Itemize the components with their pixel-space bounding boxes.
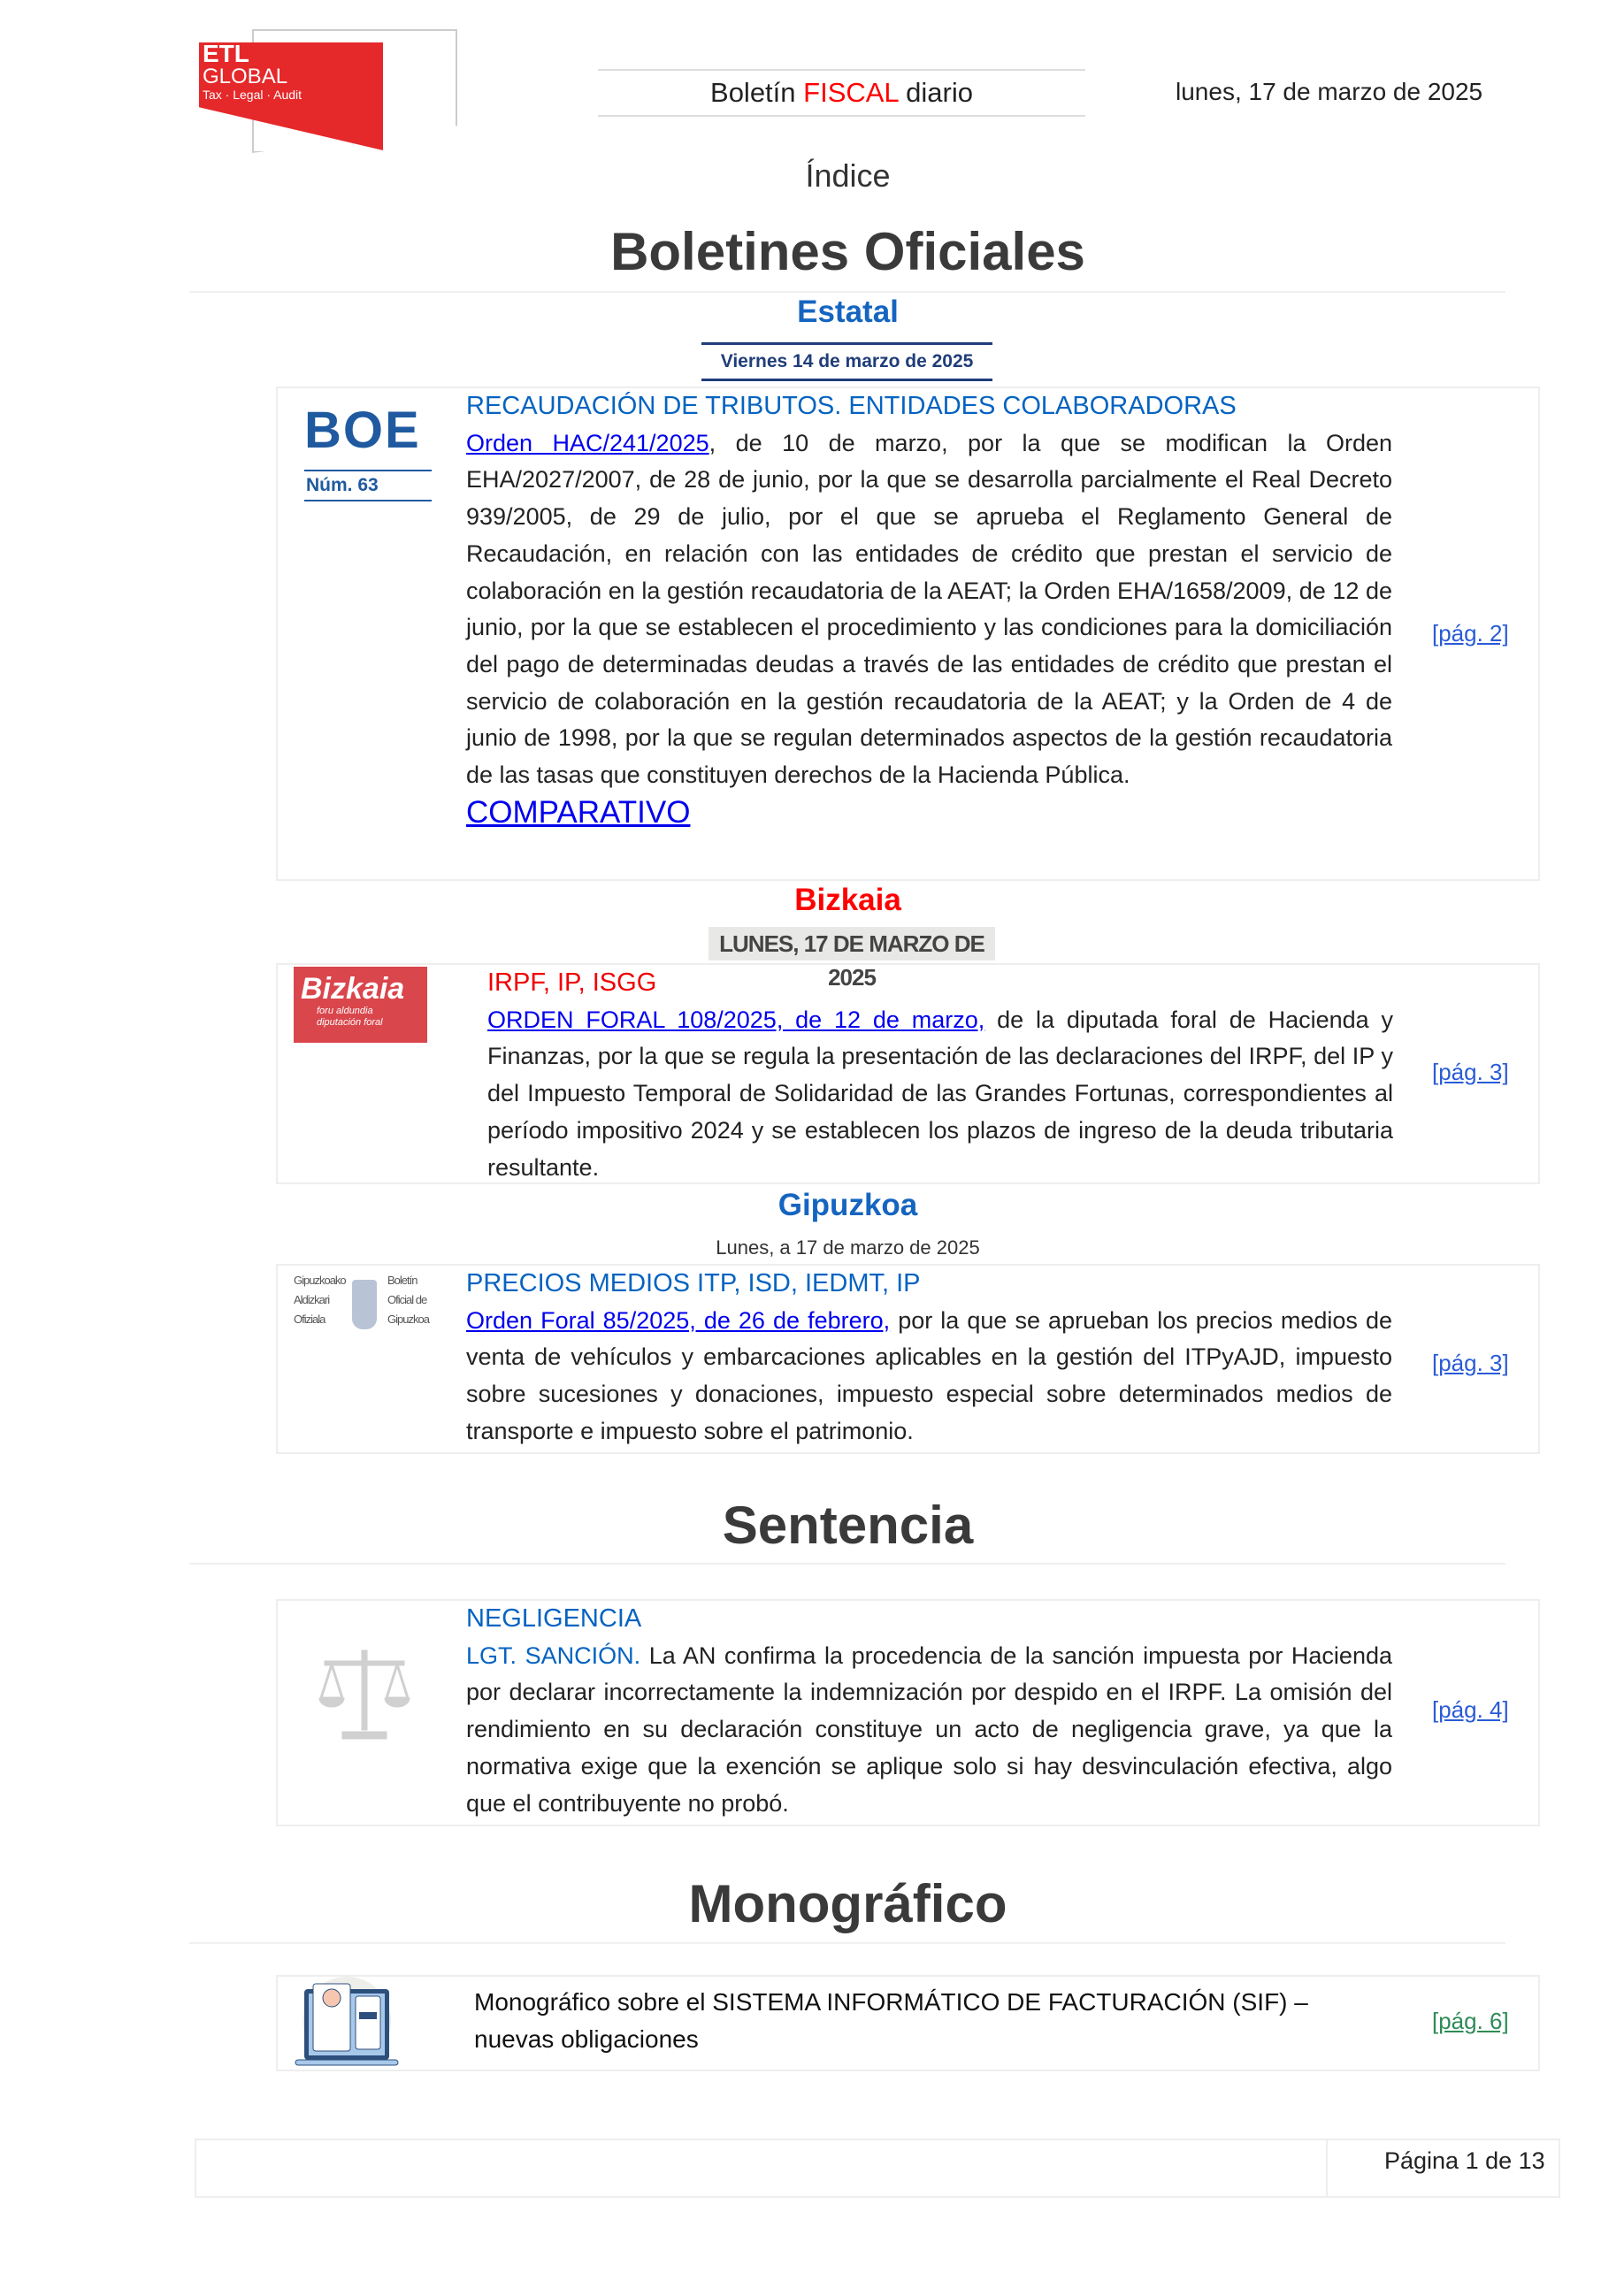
gipuzkoa-card: Gipuzkoako Aldizkari Ofiziala Boletín Oficial de Gipuzkoa PRECIOS MEDIOS ITP, ISD, IEDMT, IP Orden Foral 85/2025, de 26 de febrero, por la que se aprueban los precios medios de venta de vehículos y embarcaciones aplicables en la gestión del ITPyAJD, impuesto sobre sucesiones y donaciones, impuesto especial sobre determinados medios de transporte e impuesto sobre el patrimonio. [pág. 3] (276, 1264, 1540, 1454)
monografico-text: Monográfico sobre el SISTEMA INFORMÁTICO DE FACTURACIÓN (SIF) – nuevas obligaciones (474, 1988, 1308, 2053)
monografico-card (276, 1975, 1540, 2071)
header-date: lunes, 17 de marzo de 2025 (1176, 78, 1483, 105)
orden-foral-108-link[interactable]: ORDEN FORAL 108/2025, de 12 de marzo, (487, 1006, 985, 1033)
section-boletines-oficiales: Boletines Oficiales (610, 222, 1085, 281)
gipuzkoa-logo: Gipuzkoako Aldizkari Ofiziala Boletín Oficial de Gipuzkoa (294, 1271, 435, 1335)
estatal-date: Viernes 14 de marzo de 2025 (701, 342, 992, 381)
bizkaia-date: LUNES, 17 DE MARZO DE 2025 (709, 927, 995, 960)
divider (189, 291, 1505, 293)
bizkaia-logo: Bizkaia foru aldundia diputación foral (294, 967, 427, 1043)
page-number: Página 1 de 13 (1384, 2147, 1545, 2174)
sentencia-heading: NEGLIGENCIA (466, 1604, 642, 1633)
page-link[interactable]: [pág. 6] (1432, 2008, 1509, 2034)
bizkaia-heading: IRPF, IP, ISGG (487, 968, 657, 997)
orden-foral-85-link[interactable]: Orden Foral 85/2025, de 26 de febrero, (466, 1306, 891, 1334)
section-monografico: Monográfico (688, 1874, 1007, 1933)
page-link[interactable]: [pág. 4] (1432, 1696, 1509, 1723)
footer (195, 2139, 1560, 2198)
divider (189, 1563, 1505, 1565)
boe-logo: BOE Núm. 63 (304, 404, 432, 501)
etl-global-logo: ETL GLOBAL Tax · Legal · Audit (199, 29, 460, 153)
sentencia-card: NEGLIGENCIA LGT. SANCIÓN. La AN confirma la procedencia de la sanción impuesta por Hacienda por declarar incorrectamente la indemnización por despido en el IRPF. La omisión del rendimiento en su declaración constituye un acto de negligencia grave, ya que la normativa exige que la exención se aplique solo si hay desvinculación efectiva, algo que el contribuyente no probó. [pág. 4] (276, 1599, 1540, 1826)
index-title: Índice (805, 157, 891, 194)
section-sentencia: Sentencia (722, 1496, 974, 1555)
page-link[interactable]: [pág. 2] (1432, 620, 1509, 647)
region-estatal: Estatal (797, 295, 899, 329)
gipuzkoa-heading: PRECIOS MEDIOS ITP, ISD, IEDMT, IP (466, 1269, 921, 1297)
gipuzkoa-date: Lunes, a 17 de marzo de 2025 (716, 1236, 980, 1259)
invoice-laptop-icon (294, 1977, 400, 2069)
bulletin-title: Boletín FISCAL diario (598, 69, 1085, 117)
bizkaia-card: Bizkaia foru aldundia diputación foral IRPF, IP, ISGG ORDEN FORAL 108/2025, de 12 de marzo, de la diputada foral de Hacienda y Finanzas, por la que se regula la presentación de las declaraciones del IRPF, del IP y del Impuesto Temporal de Solidaridad de las Grandes Fortunas, correspondientes al período impositivo 2024 y se establecen los plazos de ingreso de la deuda tributaria resultante. [pág. 3] (276, 963, 1540, 1184)
orden-hac-link[interactable]: Orden HAC/241/2025 (466, 429, 709, 456)
page-link[interactable]: [pág. 3] (1432, 1350, 1509, 1376)
scales-of-justice-icon (318, 1645, 411, 1741)
page-link[interactable]: [pág. 3] (1432, 1059, 1509, 1085)
estatal-heading: RECAUDACIÓN DE TRIBUTOS. ENTIDADES COLABORADORAS (466, 392, 1237, 420)
region-gipuzkoa: Gipuzkoa (778, 1188, 918, 1222)
divider (189, 1942, 1505, 1944)
estatal-card: BOE Núm. 63 RECAUDACIÓN DE TRIBUTOS. ENTIDADES COLABORADORAS Orden HAC/241/2025, de 10 de marzo, por la que se modifican la Orden EHA/2027/2007, de 28 de junio, por la que se desarrolla parcialmente el Real Decreto 939/2005, de 29 de julio, por el que se aprueba el Reglamento General de Recaudación, en relación con las entidades de crédito que prestan el servicio de colaboración en la gestión recaudatoria de la AEAT; la Orden EHA/1658/2009, de 12 de junio, por la que se establecen el procedimiento y las condiciones para la domiciliación del pago de determinadas deudas a través de las entidades de crédito que prestan el servicio de colaboración en la gestión recaudatoria de la AEAT; y la Orden de 4 de junio de 1998, por la que se regulan determinados aspectos de la gestión recaudatoria de las tasas que constituyen derechos de la Hacienda Pública. COMPARATIVO [pág. 2] (276, 386, 1540, 881)
region-bizkaia: Bizkaia (794, 883, 901, 917)
comparativo-link[interactable]: COMPARATIVO (466, 794, 691, 830)
